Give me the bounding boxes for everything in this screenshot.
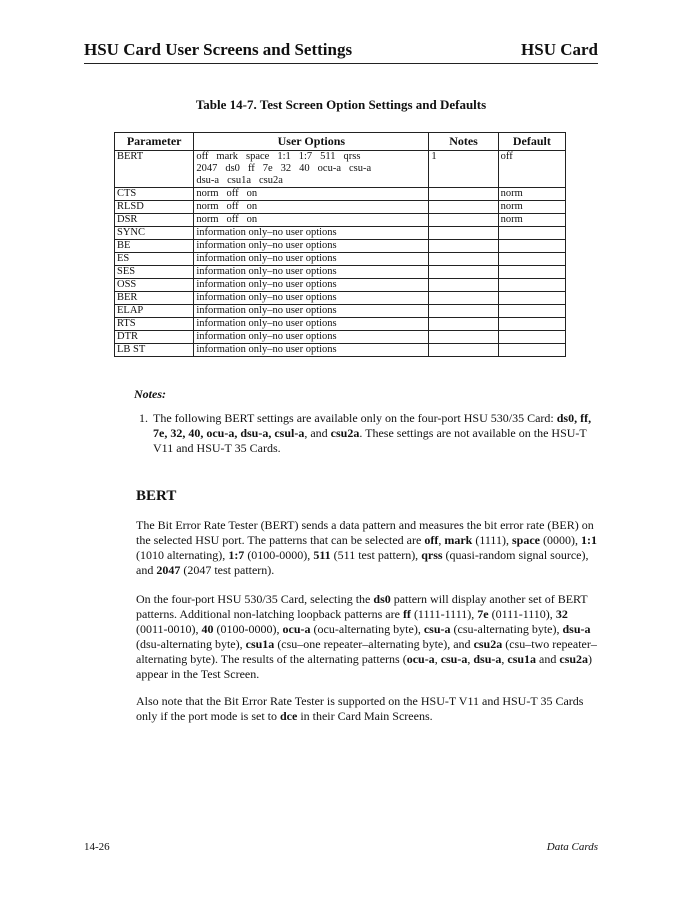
text-run: (quasi-random signal source), and bbox=[136, 548, 589, 577]
default-cell bbox=[498, 292, 565, 305]
bold-term: 32 bbox=[555, 607, 568, 621]
option-line bbox=[196, 163, 426, 175]
option-line bbox=[196, 227, 426, 239]
bold-term: ocu-a bbox=[406, 652, 435, 666]
notes-title: Notes: bbox=[134, 387, 166, 401]
page-number: 14-26 bbox=[84, 841, 110, 853]
default-cell bbox=[498, 318, 565, 331]
user-options-cell bbox=[194, 305, 429, 318]
option-value: csu1a bbox=[227, 175, 252, 186]
notes-cell bbox=[429, 201, 498, 214]
bold-term: csu1a bbox=[245, 637, 275, 651]
text-run: (0011-0010), bbox=[136, 622, 202, 636]
text-run: , and bbox=[304, 426, 331, 440]
user-options-cell bbox=[194, 331, 429, 344]
bold-term: qrss bbox=[421, 548, 443, 562]
user-options-cell bbox=[194, 292, 429, 305]
bold-term: ds0 bbox=[373, 592, 391, 606]
default-cell: norm bbox=[498, 188, 565, 201]
option-value: information only–no user options bbox=[196, 331, 337, 342]
user-options-cell bbox=[194, 188, 429, 201]
parameter-cell: DSR bbox=[115, 214, 194, 227]
option-line bbox=[196, 151, 426, 163]
bold-term: 1:1 bbox=[580, 533, 597, 547]
bold-term: 40 bbox=[201, 622, 214, 636]
paragraph bbox=[136, 694, 598, 724]
table-row bbox=[115, 279, 566, 292]
option-line bbox=[196, 188, 426, 200]
notes-cell bbox=[429, 227, 498, 240]
option-value: 2047 bbox=[196, 163, 218, 174]
column-header: Parameter bbox=[115, 133, 194, 151]
bold-term: dsu-a bbox=[562, 622, 591, 636]
option-value: ff bbox=[247, 163, 255, 174]
option-value: information only–no user options bbox=[196, 344, 337, 355]
column-header: User Options bbox=[194, 133, 429, 151]
table-row bbox=[115, 151, 566, 188]
note-item bbox=[139, 411, 598, 456]
text-run: , bbox=[434, 652, 441, 666]
header-title: HSU Card User Screens and Settings bbox=[84, 40, 353, 59]
table-row bbox=[115, 253, 566, 266]
default-cell bbox=[498, 279, 565, 292]
notes-cell bbox=[429, 318, 498, 331]
option-value: 40 bbox=[299, 163, 310, 174]
option-line bbox=[196, 253, 426, 265]
user-options-cell bbox=[194, 240, 429, 253]
option-value: norm bbox=[196, 188, 219, 199]
bold-term: csu-a bbox=[423, 622, 451, 636]
notes-cell: 1 bbox=[429, 151, 498, 188]
option-line bbox=[196, 292, 426, 304]
bold-term: off bbox=[424, 533, 439, 547]
table-row bbox=[115, 305, 566, 318]
option-value: ds0 bbox=[225, 163, 240, 174]
bold-term: dce bbox=[279, 709, 298, 723]
notes-cell bbox=[429, 305, 498, 318]
bold-term: ds0, ff, 7e, 32, 40, ocu-a, dsu-a, csul-a bbox=[153, 411, 592, 440]
option-line bbox=[196, 266, 426, 278]
text-run: (0100-0000), bbox=[213, 622, 283, 636]
text-run: The following BERT settings are available only on the four-port HSU 530/35 Card: bbox=[153, 411, 557, 425]
note-number: 1. bbox=[139, 411, 148, 425]
default-cell bbox=[498, 266, 565, 279]
user-options-cell bbox=[194, 318, 429, 331]
text-run: (0000), bbox=[539, 533, 581, 547]
option-value: information only–no user options bbox=[196, 240, 337, 251]
default-cell: norm bbox=[498, 214, 565, 227]
text-run: (0100-0000), bbox=[244, 548, 314, 562]
bold-term: space bbox=[511, 533, 540, 547]
parameter-cell: OSS bbox=[115, 279, 194, 292]
option-value: mark bbox=[216, 151, 238, 162]
default-cell bbox=[498, 305, 565, 318]
table-body bbox=[115, 151, 566, 357]
column-header: Default bbox=[498, 133, 565, 151]
bold-term: 511 bbox=[313, 548, 331, 562]
text-run: , bbox=[438, 533, 445, 547]
text-run: . These settings are not available on the HSU-T V11 and HSU-T 35 Cards. bbox=[153, 426, 587, 455]
paragraph bbox=[136, 592, 598, 682]
option-value: information only–no user options bbox=[196, 318, 337, 329]
user-options-cell bbox=[194, 151, 429, 188]
option-value: information only–no user options bbox=[196, 227, 337, 238]
user-options-cell bbox=[194, 201, 429, 214]
default-cell bbox=[498, 227, 565, 240]
parameter-cell: BE bbox=[115, 240, 194, 253]
option-value: 1:1 bbox=[277, 151, 291, 162]
paragraph bbox=[136, 518, 598, 578]
text-run: (1111-1111), bbox=[410, 607, 478, 621]
text-run: (2047 test pattern). bbox=[180, 563, 275, 577]
settings-table bbox=[114, 132, 566, 357]
notes-cell bbox=[429, 266, 498, 279]
option-line bbox=[196, 318, 426, 330]
parameter-cell: ELAP bbox=[115, 305, 194, 318]
table-header-row bbox=[115, 133, 566, 151]
option-value: norm bbox=[196, 201, 219, 212]
notes-cell bbox=[429, 214, 498, 227]
bold-term: ff bbox=[402, 607, 411, 621]
option-value: off bbox=[196, 151, 209, 162]
table-row bbox=[115, 331, 566, 344]
option-value: information only–no user options bbox=[196, 253, 337, 264]
default-cell: norm bbox=[498, 201, 565, 214]
user-options-cell bbox=[194, 214, 429, 227]
user-options-cell bbox=[194, 344, 429, 357]
notes-cell bbox=[429, 240, 498, 253]
bold-term: 2047 bbox=[156, 563, 181, 577]
user-options-cell bbox=[194, 227, 429, 240]
option-value: information only–no user options bbox=[196, 305, 337, 316]
option-line bbox=[196, 331, 426, 343]
column-header: Notes bbox=[429, 133, 498, 151]
text-run: (csu–two repeater–alternating byte). The results of the alternating patterns ( bbox=[136, 637, 597, 666]
text-run: (0111-1110), bbox=[488, 607, 556, 621]
option-line bbox=[196, 240, 426, 252]
bold-term: csu2a bbox=[473, 637, 503, 651]
option-line bbox=[196, 175, 426, 187]
option-line bbox=[196, 201, 426, 213]
option-value: qrss bbox=[343, 151, 361, 162]
notes-cell bbox=[429, 279, 498, 292]
text-run: The Bit Error Rate Tester (BERT) sends a data pattern and measures the bit error rate (BER) on the selected HSU port. The patterns that can be selected are bbox=[136, 518, 594, 547]
parameter-cell: SYNC bbox=[115, 227, 194, 240]
parameter-cell: BER bbox=[115, 292, 194, 305]
option-value: information only–no user options bbox=[196, 292, 337, 303]
bold-term: 1:7 bbox=[228, 548, 245, 562]
header-section: HSU Card bbox=[521, 40, 598, 59]
text-run: (csu-alternating byte), bbox=[450, 622, 563, 636]
notes-cell bbox=[429, 344, 498, 357]
table-row bbox=[115, 227, 566, 240]
option-value: norm bbox=[196, 214, 219, 225]
option-value: space bbox=[245, 151, 270, 162]
parameter-cell: ES bbox=[115, 253, 194, 266]
text-run: in their Card Main Screens. bbox=[297, 709, 433, 723]
bold-term: 7e bbox=[477, 607, 489, 621]
footer-chapter: Data Cards bbox=[546, 841, 598, 853]
table-row bbox=[115, 201, 566, 214]
notes-cell bbox=[429, 292, 498, 305]
text-run: On the four-port HSU 530/35 Card, selecting the bbox=[136, 592, 374, 606]
parameter-cell: RLSD bbox=[115, 201, 194, 214]
parameter-cell: CTS bbox=[115, 188, 194, 201]
user-options-cell bbox=[194, 279, 429, 292]
bold-term: csu1a bbox=[507, 652, 537, 666]
option-line bbox=[196, 344, 426, 356]
table-row bbox=[115, 292, 566, 305]
text-run: ) appear in the Test Screen. bbox=[136, 652, 593, 681]
option-value: 1:7 bbox=[298, 151, 313, 162]
parameter-cell: LB ST bbox=[115, 344, 194, 357]
option-line bbox=[196, 279, 426, 291]
bold-term: mark bbox=[444, 533, 473, 547]
notes-cell bbox=[429, 331, 498, 344]
text-run: pattern will display another set of BERT patterns. Additional non-latching loopback patterns are bbox=[136, 592, 588, 621]
table-row bbox=[115, 318, 566, 331]
parameter-cell: SES bbox=[115, 266, 194, 279]
option-value: dsu-a bbox=[196, 175, 220, 186]
table-row bbox=[115, 266, 566, 279]
user-options-cell bbox=[194, 253, 429, 266]
option-value: csu-a bbox=[349, 163, 372, 174]
notes-cell bbox=[429, 188, 498, 201]
option-value: 32 bbox=[280, 163, 292, 174]
table-row bbox=[115, 188, 566, 201]
option-value: off bbox=[226, 214, 239, 225]
bold-term: csu2a bbox=[330, 426, 360, 440]
text-run: (csu–one repeater–alternating byte), and bbox=[274, 637, 474, 651]
table-row bbox=[115, 214, 566, 227]
option-value: csu2a bbox=[259, 175, 283, 186]
bold-term: csu-a bbox=[440, 652, 468, 666]
parameter-cell: RTS bbox=[115, 318, 194, 331]
table-title: Table 14-7. Test Screen Option Settings and Defaults bbox=[195, 97, 487, 112]
option-value: 7e bbox=[262, 163, 273, 174]
default-cell bbox=[498, 331, 565, 344]
default-cell: off bbox=[498, 151, 565, 188]
text-run: , bbox=[467, 652, 474, 666]
option-value: 511 bbox=[320, 151, 336, 162]
page-header bbox=[84, 40, 598, 64]
text-run: (dsu-alternating byte), bbox=[136, 637, 246, 651]
parameter-cell: BERT bbox=[115, 151, 194, 188]
option-value: on bbox=[246, 201, 258, 212]
text-run: , bbox=[501, 652, 508, 666]
option-value: ocu-a bbox=[317, 163, 341, 174]
section-heading: BERT bbox=[136, 488, 177, 504]
table-row bbox=[115, 344, 566, 357]
bold-term: dsu-a bbox=[473, 652, 502, 666]
default-cell bbox=[498, 344, 565, 357]
note-text bbox=[153, 411, 591, 455]
text-run: (511 test pattern), bbox=[330, 548, 422, 562]
option-value: off bbox=[226, 201, 239, 212]
option-value: on bbox=[246, 188, 258, 199]
option-value: on bbox=[246, 214, 258, 225]
option-line bbox=[196, 305, 426, 317]
option-value: information only–no user options bbox=[196, 279, 337, 290]
page-footer bbox=[84, 841, 598, 853]
default-cell bbox=[498, 240, 565, 253]
text-run: and bbox=[536, 652, 560, 666]
text-run: (ocu-alternating byte), bbox=[310, 622, 424, 636]
default-cell bbox=[498, 253, 565, 266]
option-line bbox=[196, 214, 426, 226]
user-options-cell bbox=[194, 266, 429, 279]
option-value: off bbox=[226, 188, 239, 199]
text-run: Also note that the Bit Error Rate Tester is supported on the HSU-T V11 and HSU-T 35 Cards only if the port mode is set to bbox=[136, 694, 584, 723]
parameter-cell: DTR bbox=[115, 331, 194, 344]
notes-cell bbox=[429, 253, 498, 266]
text-run: (1111), bbox=[472, 533, 512, 547]
option-value: information only–no user options bbox=[196, 266, 337, 277]
bold-term: ocu-a bbox=[282, 622, 311, 636]
text-run: (1010 alternating), bbox=[136, 548, 229, 562]
table-row bbox=[115, 240, 566, 253]
bold-term: csu2a bbox=[559, 652, 589, 666]
